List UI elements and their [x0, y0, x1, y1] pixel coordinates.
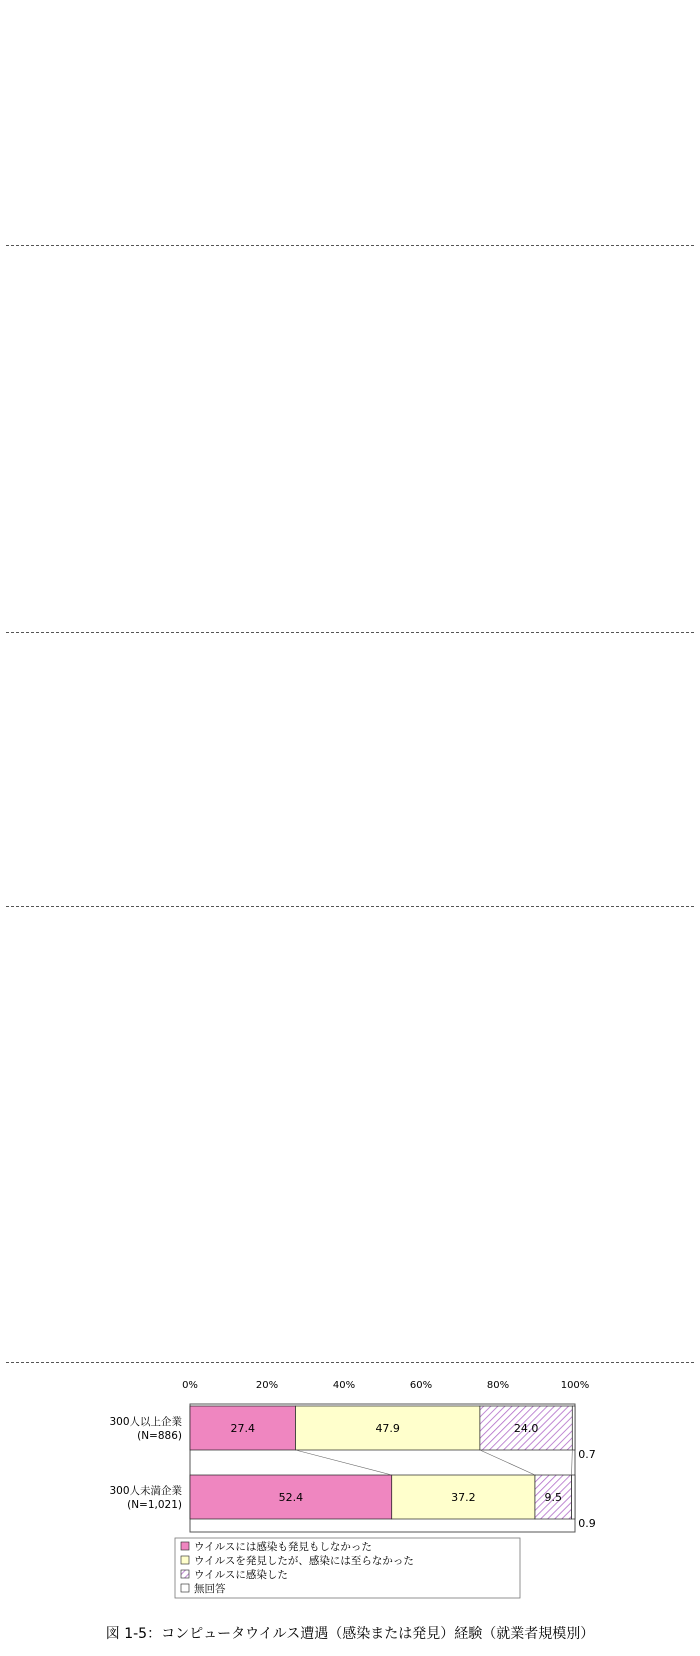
x-tick-label: 20% — [255, 1380, 279, 1391]
x-tick-label: 60% — [409, 1380, 433, 1391]
category-label: 300人未満企業 — [109, 1485, 182, 1497]
data-label: 9.5 — [544, 1491, 562, 1504]
data-label: 37.2 — [451, 1491, 476, 1504]
section-divider — [6, 632, 694, 633]
legend-label: ウイルスには感染も発見もしなかった — [194, 1541, 372, 1553]
legend-label: 無回答 — [194, 1583, 226, 1595]
category-label: (N=886) — [137, 1430, 182, 1442]
category-label: (N=1,021) — [127, 1499, 182, 1511]
category-label: 300人以上企業 — [109, 1416, 182, 1428]
section-divider — [6, 245, 694, 246]
legend-label: ウイルスを発見したが、感染には至らなかった — [194, 1555, 414, 1567]
x-tick-label: 0% — [182, 1380, 198, 1391]
chart-3 — [0, 636, 700, 904]
data-label: 27.4 — [230, 1422, 255, 1435]
section-divider — [6, 1362, 694, 1363]
connector-line — [295, 1450, 391, 1475]
connector-line — [572, 1450, 573, 1475]
bar-segment — [572, 1475, 575, 1519]
chart-5-section — [0, 1366, 700, 1652]
x-tick-label: 40% — [332, 1380, 356, 1391]
x-tick-label: 100% — [560, 1380, 590, 1391]
chart-1 — [0, 0, 700, 240]
legend-swatch — [181, 1542, 189, 1550]
x-tick-label: 80% — [486, 1380, 510, 1391]
chart-caption: 図 1-5：コンピュータウイルス遭遇（感染または発見）経験（就業者規模別） — [105, 1626, 595, 1642]
chart-2-section — [0, 248, 700, 622]
chart-4 — [0, 910, 700, 1364]
chart-3-section — [0, 636, 700, 904]
legend — [175, 1538, 520, 1598]
legend-swatch — [181, 1556, 189, 1564]
data-label: 47.9 — [375, 1422, 400, 1435]
connector-line — [480, 1450, 535, 1475]
data-label: 0.9 — [578, 1517, 596, 1530]
chart-4-section — [0, 910, 700, 1364]
chart-2 — [0, 248, 700, 622]
data-label: 0.7 — [578, 1448, 596, 1461]
legend-swatch — [181, 1584, 189, 1592]
section-divider — [6, 906, 694, 907]
legend-label: ウイルスに感染した — [194, 1569, 288, 1581]
chart-1-section — [0, 0, 700, 240]
legend-swatch — [181, 1570, 189, 1578]
data-label: 24.0 — [513, 1422, 539, 1435]
chart-5 — [0, 1366, 700, 1652]
data-label: 52.4 — [278, 1491, 304, 1504]
bar-segment — [572, 1406, 575, 1450]
